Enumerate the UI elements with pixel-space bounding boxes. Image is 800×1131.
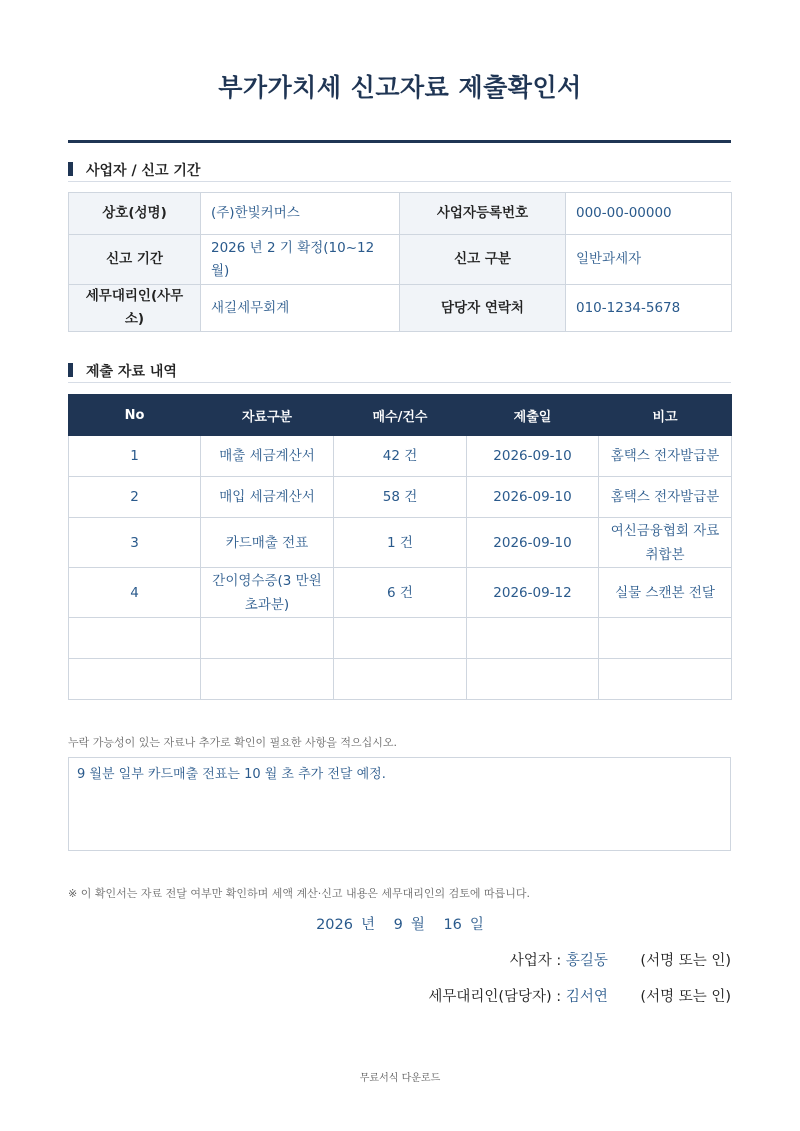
cell-count: 58 건 bbox=[334, 477, 467, 518]
cell-empty[interactable] bbox=[201, 659, 334, 700]
table-row bbox=[69, 568, 732, 618]
date-month: 9 bbox=[393, 917, 403, 933]
label-tax-agent: 세무대리인(사무소) bbox=[69, 285, 201, 332]
date-year: 2026 bbox=[316, 917, 353, 933]
cell-date: 2026-09-10 bbox=[467, 477, 599, 518]
column-header-no: No bbox=[69, 395, 201, 436]
cell-empty[interactable] bbox=[599, 659, 732, 700]
section-heading-submissions bbox=[68, 361, 731, 383]
section-label: 제출 자료 내역 bbox=[86, 364, 177, 380]
signature-seal-label: (서명 또는 인) bbox=[640, 989, 731, 1005]
signature-business-owner bbox=[510, 949, 731, 970]
footer-text: 무료서식 다운로드 bbox=[359, 1073, 441, 1084]
value-tax-agent: 새길세무회계 bbox=[201, 285, 400, 332]
value-report-period: 2026 년 2 기 확정(10~12월) bbox=[201, 235, 400, 285]
section-marker bbox=[68, 162, 73, 176]
cell-empty[interactable] bbox=[69, 659, 201, 700]
cell-no: 1 bbox=[69, 436, 201, 477]
cell-note: 홈택스 전자발급분 bbox=[599, 477, 732, 518]
cell-date: 2026-09-10 bbox=[467, 518, 599, 568]
section-heading-business bbox=[68, 160, 731, 182]
signature-role: 세무대리인(담당자) : bbox=[428, 989, 562, 1005]
cell-note: 여신금융협회 자료 취합본 bbox=[599, 518, 732, 568]
date-year-unit: 년 bbox=[360, 917, 375, 933]
cell-empty[interactable] bbox=[201, 618, 334, 659]
value-business-number: 000-00-00000 bbox=[566, 193, 732, 235]
date-day: 16 bbox=[443, 917, 462, 933]
cell-empty[interactable] bbox=[334, 618, 467, 659]
cell-type: 간이영수증(3 만원 초과분) bbox=[201, 568, 334, 618]
date-month-unit: 월 bbox=[410, 917, 425, 933]
cell-type: 매입 세금계산서 bbox=[201, 477, 334, 518]
label-report-period: 신고 기간 bbox=[69, 235, 201, 285]
table-row bbox=[69, 477, 732, 518]
table-row bbox=[69, 235, 732, 285]
label-report-type: 신고 구분 bbox=[400, 235, 566, 285]
cell-no: 2 bbox=[69, 477, 201, 518]
cell-empty[interactable] bbox=[599, 618, 732, 659]
memo-field[interactable]: 9 월분 일부 카드매출 전표는 10 월 초 추가 전달 예정. bbox=[68, 757, 731, 851]
signature-name[interactable]: 홍길동 bbox=[565, 953, 608, 969]
memo-instruction: 누락 가능성이 있는 자료나 추가로 확인이 필요한 사항을 적으십시오. bbox=[68, 736, 397, 749]
label-business-number: 사업자등록번호 bbox=[400, 193, 566, 235]
business-info-table bbox=[68, 192, 732, 332]
table-row bbox=[69, 518, 732, 568]
table-header-row bbox=[69, 395, 732, 436]
date-day-unit: 일 bbox=[469, 917, 484, 933]
cell-note: 홈택스 전자발급분 bbox=[599, 436, 732, 477]
table-row bbox=[69, 436, 732, 477]
table-row bbox=[69, 193, 732, 235]
cell-type: 매출 세금계산서 bbox=[201, 436, 334, 477]
cell-empty[interactable] bbox=[334, 659, 467, 700]
notice-text: ※ 이 확인서는 자료 전달 여부만 확인하며 세액 계산·신고 내용은 세무대리인의 검토에 따릅니다. bbox=[68, 887, 530, 900]
cell-empty[interactable] bbox=[467, 618, 599, 659]
label-company-name: 상호(성명) bbox=[69, 193, 201, 235]
cell-count: 6 건 bbox=[334, 568, 467, 618]
table-row-empty bbox=[69, 659, 732, 700]
cell-note: 실물 스캔본 전달 bbox=[599, 568, 732, 618]
document-title: 부가가치세 신고자료 제출확인서 bbox=[218, 73, 582, 102]
signature-name[interactable]: 김서연 bbox=[565, 989, 608, 1005]
cell-no: 4 bbox=[69, 568, 201, 618]
value-company-name: (주)한빛커머스 bbox=[201, 193, 400, 235]
cell-date: 2026-09-12 bbox=[467, 568, 599, 618]
signature-role: 사업자 : bbox=[509, 953, 562, 969]
column-header-type: 자료구분 bbox=[201, 395, 334, 436]
cell-count: 1 건 bbox=[334, 518, 467, 568]
cell-no: 3 bbox=[69, 518, 201, 568]
table-row-empty bbox=[69, 618, 732, 659]
value-report-type: 일반과세자 bbox=[566, 235, 732, 285]
signing-date bbox=[0, 913, 800, 934]
value-contact: 010-1234-5678 bbox=[566, 285, 732, 332]
signature-tax-agent bbox=[428, 985, 731, 1006]
submission-table bbox=[68, 394, 732, 700]
cell-type: 카드매출 전표 bbox=[201, 518, 334, 568]
cell-empty[interactable] bbox=[69, 618, 201, 659]
section-label: 사업자 / 신고 기간 bbox=[86, 163, 201, 179]
cell-count: 42 건 bbox=[334, 436, 467, 477]
cell-date: 2026-09-10 bbox=[467, 436, 599, 477]
column-header-count: 매수/건수 bbox=[334, 395, 467, 436]
signature-seal-label: (서명 또는 인) bbox=[640, 953, 731, 969]
title-divider bbox=[68, 140, 731, 143]
section-marker bbox=[68, 363, 73, 377]
column-header-note: 비고 bbox=[599, 395, 732, 436]
table-row bbox=[69, 285, 732, 332]
label-contact: 담당자 연락처 bbox=[400, 285, 566, 332]
cell-empty[interactable] bbox=[467, 659, 599, 700]
column-header-date: 제출일 bbox=[467, 395, 599, 436]
